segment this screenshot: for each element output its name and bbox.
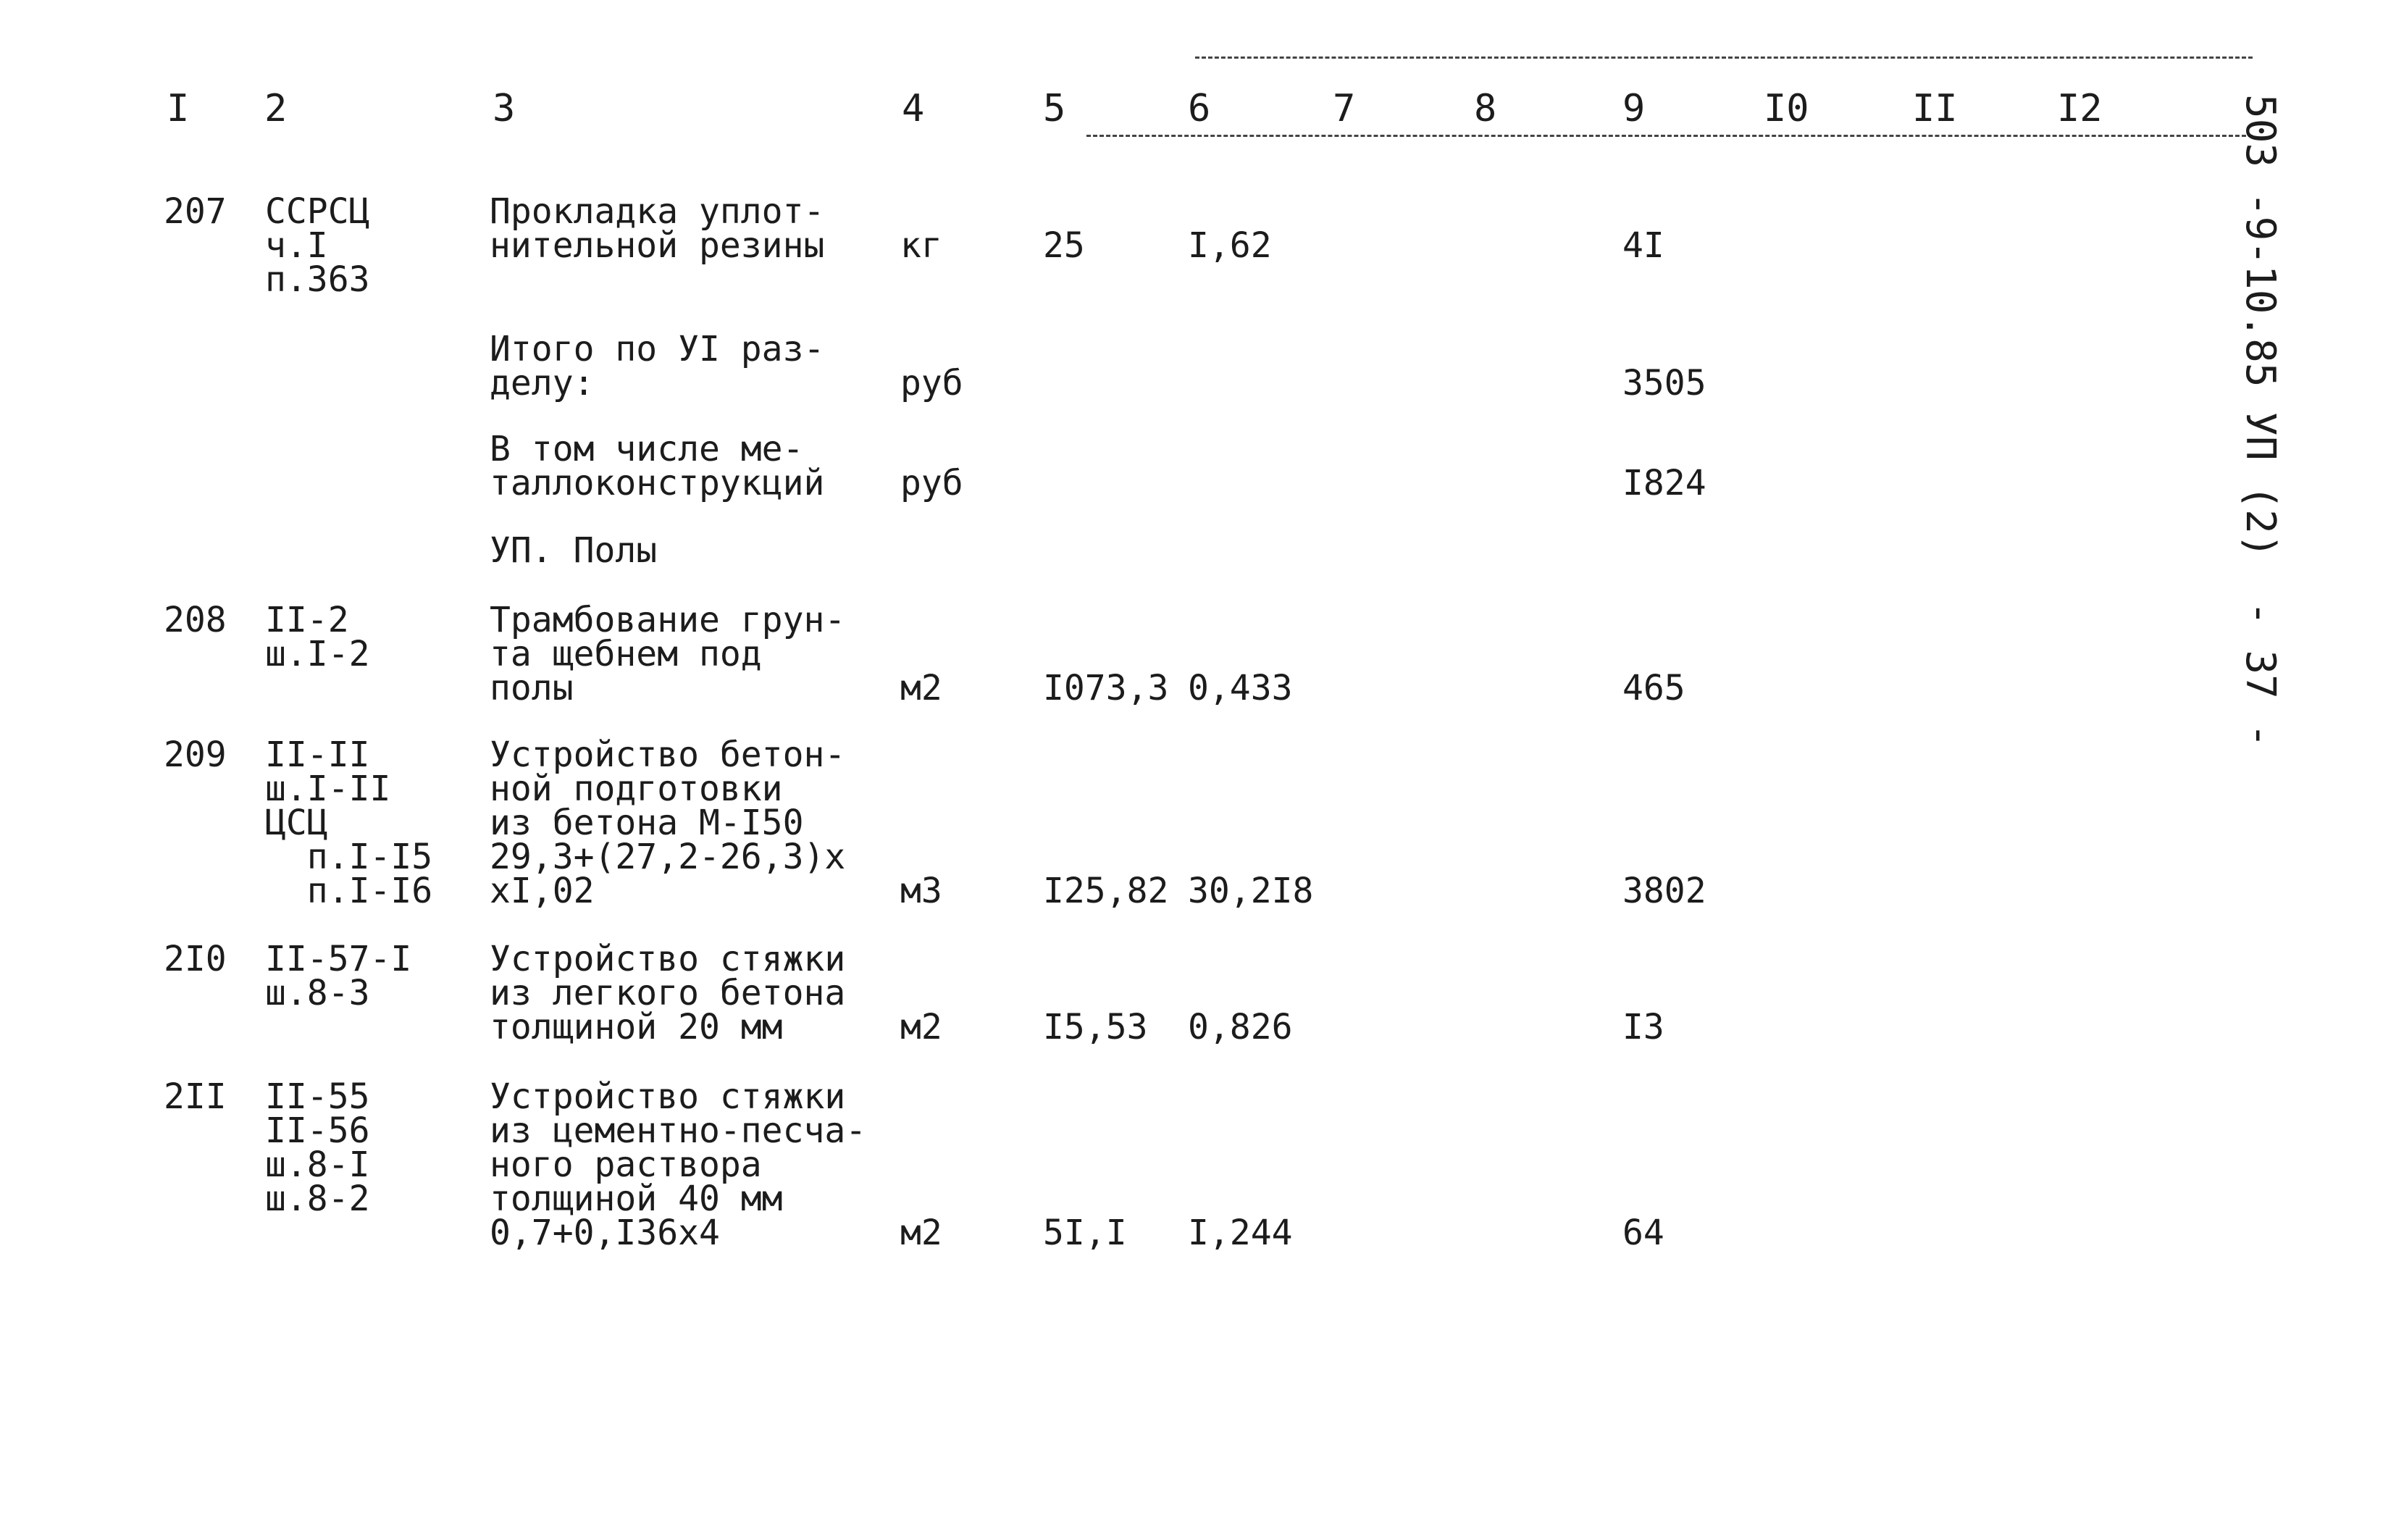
unit: м2 [900,1007,942,1047]
work-description: УП. Полы [490,530,658,571]
row-number: 207 [164,191,227,232]
work-description: из бетона М-I50 [490,803,804,843]
unit: руб [900,463,963,503]
rate-code: II-57-I [265,939,412,979]
work-description: хI,02 [490,871,595,911]
rate-code: п.363 [265,259,370,300]
header-cell: 8 [1474,87,1497,130]
unit: руб [900,363,963,403]
header-cell: 5 [1043,87,1066,130]
unit: кг [900,225,942,266]
header-cell: I [167,87,190,130]
unit-price: 0,433 [1188,668,1293,708]
work-description: полы [490,668,574,708]
row-number: 209 [164,735,227,775]
quantity: I25,82 [1043,871,1169,911]
work-description: Прокладка уплот- [490,191,825,232]
quantity: I5,53 [1043,1007,1148,1047]
rate-code: ш.8-2 [265,1179,370,1219]
work-description: Трамбование грун- [490,600,846,640]
work-description: толщиной 20 мм [490,1007,783,1047]
unit-price: 30,2I8 [1188,871,1314,911]
total-cost: 3505 [1622,363,1706,403]
rate-code: ш.I-2 [265,634,370,674]
work-description: ной подготовки [490,769,783,809]
total-cost: I824 [1622,463,1706,503]
work-description: Устройство стяжки [490,939,846,979]
unit: м2 [900,668,942,708]
rate-code: II-II [265,735,370,775]
header-cell: 9 [1622,87,1646,130]
document-code-text: 503 -9-10.85 УП (2) [2237,94,2284,558]
work-description: таллоконструкций [490,463,825,503]
header-rule [1086,135,2253,137]
header-cell: 4 [902,87,925,130]
total-cost: I3 [1622,1007,1664,1047]
rate-code: II-2 [265,600,349,640]
page-number [2237,601,2289,761]
rate-code: ш.8-3 [265,973,370,1013]
work-description: ного раствора [490,1144,762,1185]
header-cell: 3 [493,87,516,130]
rate-code: II-55 [265,1076,370,1117]
rate-code: ЦСЦ [265,803,328,843]
work-description: из легкого бетона [490,973,846,1013]
unit-price: I,62 [1188,225,1272,266]
row-number: 2II [164,1076,227,1117]
work-description: та щебнем под [490,634,762,674]
work-description: 29,3+(27,2-26,3)х [490,837,846,877]
top-rule [1195,57,2253,59]
rate-code: п.I-I5 [265,837,433,877]
total-cost: 4I [1622,225,1664,266]
rate-code: ч.I [265,225,328,266]
header-cell: 2 [264,87,288,130]
rate-code: ш.I-II [265,769,391,809]
unit: м2 [900,1213,942,1253]
work-description: В том числе ме- [490,429,804,469]
page-number-text: - 37 - [2237,601,2284,748]
document-code [2237,94,2289,558]
work-description: делу: [490,363,595,403]
rate-code: п.I-I6 [265,871,433,911]
row-number: 2I0 [164,939,227,979]
quantity: 25 [1043,225,1085,266]
rate-code: II-56 [265,1110,370,1151]
total-cost: 64 [1622,1213,1664,1253]
header-cell: 6 [1188,87,1211,130]
work-description: Устройство стяжки [490,1076,846,1117]
work-description: из цементно-песча- [490,1110,867,1151]
work-description: Устройство бетон- [490,735,846,775]
header-cell: I2 [2057,87,2103,130]
header-cell: I0 [1764,87,1809,130]
total-cost: 465 [1622,668,1685,708]
unit-price: I,244 [1188,1213,1293,1253]
header-cell: 7 [1333,87,1356,130]
total-cost: 3802 [1622,871,1706,911]
row-number: 208 [164,600,227,640]
quantity: 5I,I [1043,1213,1127,1253]
rate-code: ССРСЦ [265,191,370,232]
header-cell: II [1912,87,1958,130]
work-description: Итого по УI раз- [490,329,825,369]
work-description: нительной резины [490,225,825,266]
unit-price: 0,826 [1188,1007,1293,1047]
quantity: I073,3 [1043,668,1169,708]
work-description: толщиной 40 мм [490,1179,783,1219]
work-description: 0,7+0,I36х4 [490,1213,720,1253]
unit: м3 [900,871,942,911]
rate-code: ш.8-I [265,1144,370,1185]
